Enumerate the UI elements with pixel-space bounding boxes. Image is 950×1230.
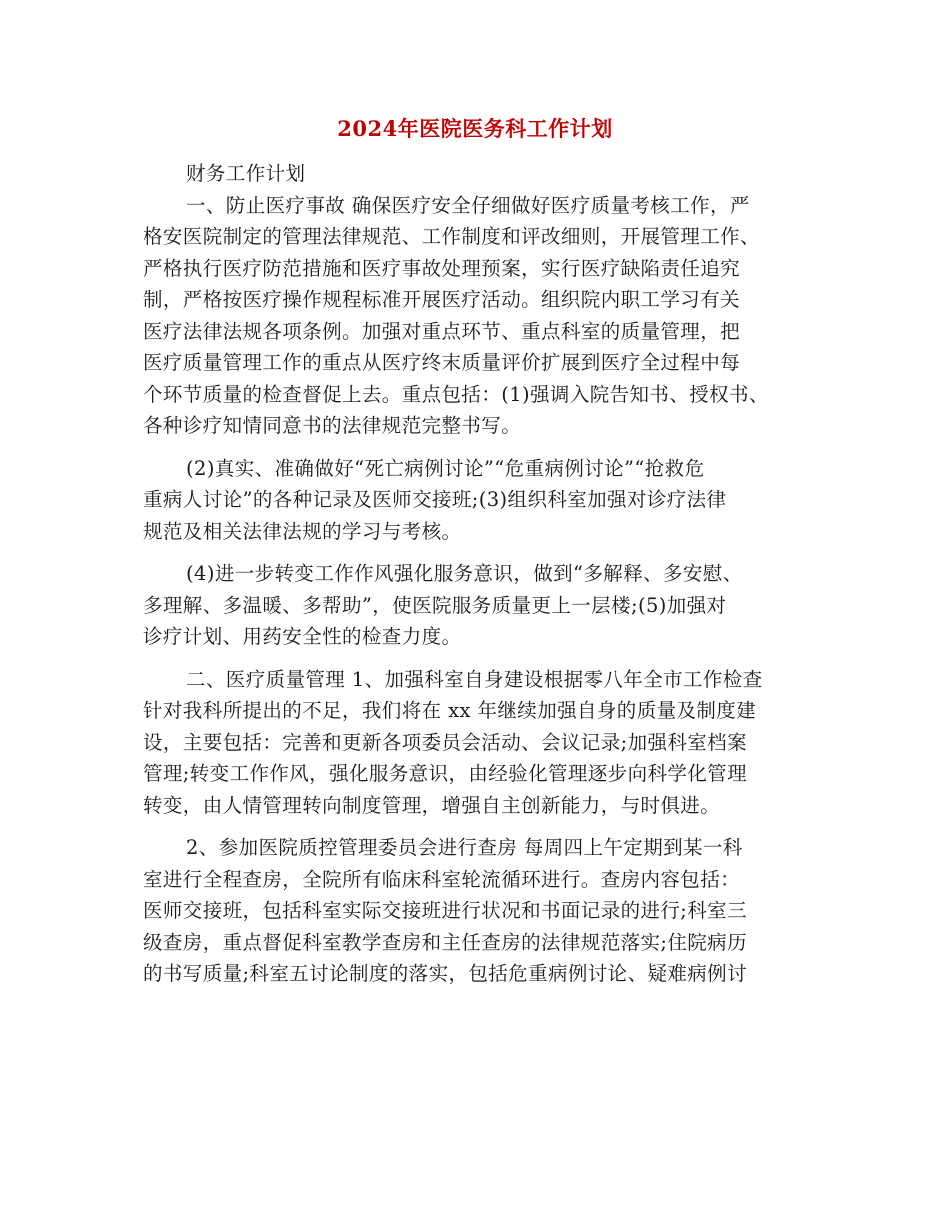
paragraph-line: 多理解、多温暖、多帮助”，使医院服务质量更上一层楼;(5)加强对: [143, 593, 727, 617]
paragraph-line: 财务工作计划: [186, 162, 306, 185]
paragraph-line: 转变，由人情管理转向制度管理，增强自主创新能力，与时俱进。: [143, 793, 721, 817]
paragraph-line: 制，严格按医疗操作规程标准开展医疗活动。组织院内职工学习有关: [143, 288, 741, 311]
paragraph-line: 各种诊疗知情同意书的法律规范完整书写。: [143, 414, 522, 437]
paragraph-line: 管理;转变工作作风，强化服务意识，由经验化管理逐步向科学化管理: [143, 762, 747, 785]
paragraph-line: 规范及相关法律法规的学习与考核。: [143, 519, 462, 543]
paragraph-line: 的书写质量;科室五讨论制度的落实，包括危重病例讨论、疑难病例讨: [143, 962, 747, 985]
paragraph-line: 医疗法律法规各项条例。加强对重点环节、重点科室的质量管理，把: [143, 319, 741, 343]
paragraph-line: 诊疗计划、用药安全性的检查力度。: [143, 625, 462, 648]
paragraph-line: 重病人讨论”的各种记录及医师交接班;(3)组织科室加强对诊疗法律: [143, 488, 727, 511]
paragraph-line: 室进行全程查房，全院所有临床科室轮流循环进行。查房内容包括：: [143, 867, 741, 891]
paragraph-line: (2)真实、准确做好“死亡病例讨论”“危重病例讨论”“抢救危: [186, 456, 705, 480]
paragraph-line: 2、参加医院质控管理委员会进行查房 每周四上午定期到某一科: [186, 836, 743, 859]
paragraph-line: 设，主要包括：完善和更新各项委员会活动、会议记录;加强科室档案: [143, 730, 747, 754]
paragraph-line: (4)进一步转变工作作风强化服务意识，做到“多解释、多安慰、: [186, 562, 743, 585]
paragraph-line: 格安医院制定的管理法律规范、工作制度和评改细则，开展管理工作、: [143, 225, 760, 248]
paragraph-line: 针对我科所提出的不足，我们将在 xx 年继续加强自身的质量及制度建: [143, 699, 757, 722]
paragraph-line: 二、医疗质量管理 1、加强科室自身建设根据零八年全市工作检查: [186, 667, 763, 691]
paragraph-line: 级查房，重点督促科室教学查房和主任查房的法律规范落实;住院病历: [143, 930, 747, 954]
paragraph-line: 医师交接班，包括科室实际交接班进行状况和书面记录的进行;科室三: [143, 899, 747, 922]
paragraph-line: 一、防止医疗事故 确保医疗安全仔细做好医疗质量考核工作，严: [186, 193, 750, 217]
paragraph-line: 医疗质量管理工作的重点从医疗终末质量评价扩展到医疗全过程中每: [143, 351, 741, 374]
document-body: [143, 158, 813, 990]
paragraph-line: 严格执行医疗防范措施和医疗事故处理预案，实行医疗缺陷责任追究: [143, 256, 741, 280]
paragraph-line: 个环节质量的检查督促上去。重点包括：(1)强调入院告知书、授权书、: [143, 382, 769, 406]
document-title: 2024年医院医务科工作计划: [337, 116, 613, 141]
